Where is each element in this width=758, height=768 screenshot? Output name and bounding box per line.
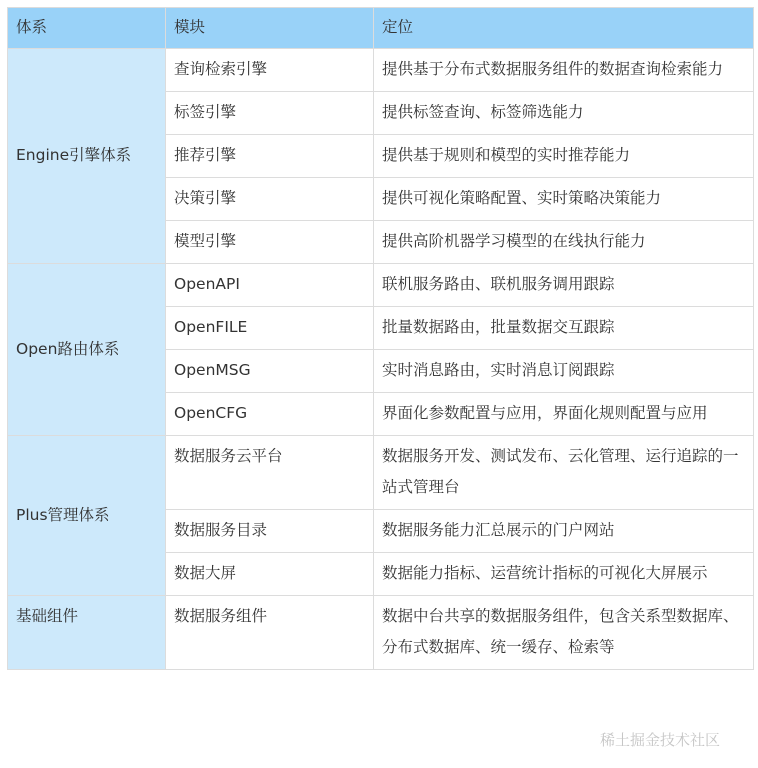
- system-cell-open: Open路由体系: [8, 264, 166, 436]
- system-cell-base: 基础组件: [8, 596, 166, 670]
- module-cell: 数据大屏: [166, 553, 374, 596]
- position-cell: 界面化参数配置与应用，界面化规则配置与应用: [374, 393, 754, 436]
- position-cell: 提供标签查询、标签筛选能力: [374, 92, 754, 135]
- module-cell: 决策引擎: [166, 178, 374, 221]
- position-cell: 提供基于规则和模型的实时推荐能力: [374, 135, 754, 178]
- module-cell: OpenAPI: [166, 264, 374, 307]
- module-cell: OpenFILE: [166, 307, 374, 350]
- header-row: [8, 8, 754, 49]
- header-position: 定位: [374, 8, 754, 49]
- table-row: [8, 264, 754, 307]
- system-cell-engine: Engine引擎体系: [8, 49, 166, 264]
- position-cell: 批量数据路由，批量数据交互跟踪: [374, 307, 754, 350]
- module-cell: OpenMSG: [166, 350, 374, 393]
- watermark: 稀土掘金技术社区: [600, 731, 721, 749]
- module-cell: 数据服务目录: [166, 510, 374, 553]
- position-cell: 数据能力指标、运营统计指标的可视化大屏展示: [374, 553, 754, 596]
- header-system: 体系: [8, 8, 166, 49]
- module-positioning-table: [7, 7, 754, 670]
- module-cell: 模型引擎: [166, 221, 374, 264]
- table-body: [8, 49, 754, 670]
- module-cell: 数据服务组件: [166, 596, 374, 670]
- table-row: [8, 436, 754, 510]
- position-cell: 实时消息路由，实时消息订阅跟踪: [374, 350, 754, 393]
- system-cell-plus: Plus管理体系: [8, 436, 166, 596]
- position-cell: 数据服务能力汇总展示的门户网站: [374, 510, 754, 553]
- module-cell: OpenCFG: [166, 393, 374, 436]
- position-cell: 数据中台共享的数据服务组件，包含关系型数据库、分布式数据库、统一缓存、检索等: [374, 596, 754, 670]
- header-module: 模块: [166, 8, 374, 49]
- module-cell: 标签引擎: [166, 92, 374, 135]
- position-cell: 提供可视化策略配置、实时策略决策能力: [374, 178, 754, 221]
- position-cell: 提供高阶机器学习模型的在线执行能力: [374, 221, 754, 264]
- module-cell: 推荐引擎: [166, 135, 374, 178]
- position-cell: 提供基于分布式数据服务组件的数据查询检索能力: [374, 49, 754, 92]
- module-cell: 数据服务云平台: [166, 436, 374, 510]
- position-cell: 联机服务路由、联机服务调用跟踪: [374, 264, 754, 307]
- table-row: [8, 49, 754, 92]
- module-cell: 查询检索引擎: [166, 49, 374, 92]
- table-header: [8, 8, 754, 49]
- table-row: [8, 596, 754, 670]
- position-cell: 数据服务开发、测试发布、云化管理、运行追踪的一站式管理台: [374, 436, 754, 510]
